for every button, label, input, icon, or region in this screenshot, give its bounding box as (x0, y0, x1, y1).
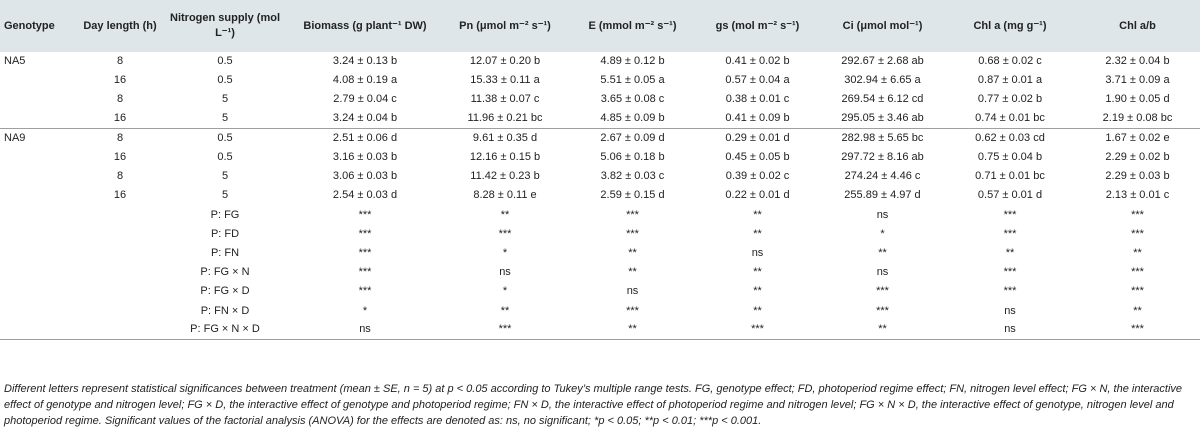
significance-cell: *** (358, 227, 372, 240)
table-cell: 0.38 ± 0.01 c (725, 93, 790, 106)
significance-cell: *** (358, 246, 372, 259)
table-row (0, 52, 1200, 71)
significance-cell: ** (500, 208, 510, 221)
header-gs: gs (mol m⁻² s⁻¹) (715, 19, 800, 32)
table-cell: 255.89 ± 4.97 d (844, 189, 921, 202)
table-cell: 2.29 ± 0.02 b (1105, 151, 1170, 164)
significance-cell: ** (753, 285, 762, 298)
table-row (0, 167, 1200, 186)
table-cell: 302.94 ± 6.65 a (844, 74, 921, 87)
p-value-row (0, 244, 1200, 263)
significance-cell: *** (498, 227, 512, 240)
table-cell: 3.71 ± 0.09 a (1105, 74, 1170, 87)
table-cell: 16 (113, 112, 127, 125)
table-cell: 5 (221, 112, 229, 125)
table-cell: 9.61 ± 0.35 d (440, 129, 570, 148)
significance-cell: *** (1131, 266, 1144, 279)
table-row (0, 90, 1200, 109)
table-cell: 8 (116, 170, 124, 183)
empty-cell (0, 301, 80, 320)
table-cell: 2.13 ± 0.01 c (1105, 189, 1170, 202)
significance-cell: ** (1133, 304, 1142, 317)
table-cell: 1.90 ± 0.05 d (1105, 93, 1170, 106)
table-cell: 0.22 ± 0.01 d (725, 189, 790, 202)
p-value-row (0, 206, 1200, 225)
table-cell (0, 186, 80, 205)
table-cell: 2.51 ± 0.06 d (290, 129, 440, 148)
table-cell: 2.54 ± 0.03 d (332, 189, 398, 202)
significance-cell: *** (358, 208, 372, 221)
table-cell: 0.5 (160, 129, 290, 148)
p-value-row (0, 301, 1200, 320)
effect-label: P: FD (210, 227, 240, 240)
table-cell: 4.85 ± 0.09 b (600, 112, 665, 125)
table-cell: 3.82 ± 0.03 c (600, 170, 665, 183)
table-row (0, 129, 1200, 148)
table-cell: 12.16 ± 0.15 b (469, 151, 541, 164)
table-cell: 0.74 ± 0.01 bc (975, 112, 1045, 125)
effect-label: P: FG × N (200, 266, 250, 279)
table-cell: 0.71 ± 0.01 bc (975, 170, 1045, 183)
significance-cell: *** (1003, 227, 1017, 240)
table-cell: 1.67 ± 0.02 e (1075, 129, 1200, 148)
effect-label: P: FN × D (200, 304, 250, 317)
header-row (0, 0, 1200, 52)
significance-cell: *** (626, 208, 639, 221)
header-pn: Pn (μmol m⁻² s⁻¹) (459, 19, 551, 32)
empty-cell (80, 225, 160, 244)
significance-cell: ** (1005, 246, 1015, 259)
significance-cell: *** (358, 285, 372, 298)
significance-cell: *** (1075, 321, 1200, 340)
significance-cell: ** (820, 321, 945, 340)
table-row (0, 71, 1200, 90)
significance-cell: *** (876, 285, 889, 298)
empty-cell (0, 282, 80, 301)
table-cell: 5.51 ± 0.05 a (600, 74, 665, 87)
table-cell: 0.75 ± 0.04 b (977, 151, 1043, 164)
header-ci: Ci (μmol mol⁻¹) (842, 19, 923, 32)
table-cell: 0.68 ± 0.02 c (978, 55, 1042, 68)
table-cell: 0.41 ± 0.02 b (725, 55, 790, 68)
effect-label: P: FG × D (200, 285, 250, 298)
table-cell: 269.54 ± 6.12 cd (841, 93, 924, 106)
table-cell: 16 (113, 151, 127, 164)
table-cell: 0.57 ± 0.01 d (977, 189, 1043, 202)
table-cell: 4.08 ± 0.19 a (332, 74, 398, 87)
empty-cell (80, 206, 160, 225)
significance-cell: *** (695, 321, 820, 340)
table-cell: 5 (221, 189, 229, 202)
table-cell: 2.29 ± 0.03 b (1105, 170, 1170, 183)
table-cell: 12.07 ± 0.20 b (469, 55, 541, 68)
table-cell: 8 (116, 55, 124, 68)
table-cell: 8 (80, 129, 160, 148)
table-cell: 15.33 ± 0.11 a (470, 74, 540, 87)
table-cell (0, 167, 80, 186)
table-row (0, 110, 1200, 129)
table-cell: 3.24 ± 0.04 b (332, 112, 398, 125)
header-e: E (mmol m⁻² s⁻¹) (588, 19, 677, 32)
table-cell: 5 (221, 170, 229, 183)
significance-cell: * (362, 304, 368, 317)
table-cell: 274.24 ± 4.46 c (844, 170, 921, 183)
significance-cell: ** (1133, 246, 1142, 259)
effect-label: P: FN (210, 246, 240, 259)
table-cell: 0.5 (217, 151, 233, 164)
significance-cell: ** (500, 304, 510, 317)
significance-cell: ** (878, 246, 887, 259)
table-footnote: Different letters represent statistical significances between treatment (mean ± SE, n = 5) at p < 0.05 according to Tukey’s multiple range tests. FG, genotype effect; FD, photoperiod regime effect; FN, nitrogen level effect; FG × N, the interactive effect of genotype and nitrogen level; FG × D, the interactive effect of genotype and photoperiod regime; FN × D, the interactive effect of photoperiod regime and nitrogen level; FG × N × D, the interactive effect of genotype, nitrogen level and photoperiod regime. Significant values of the factorial analysis (ANOVA) for the effects are denoted as: ns, no significant; *p < 0.05; **p < 0.01; ***p < 0.001. (4, 383, 1183, 427)
table-cell: 16 (113, 74, 127, 87)
table-cell: 0.45 ± 0.05 b (725, 151, 790, 164)
significance-cell: ** (628, 266, 637, 279)
table-cell: 16 (113, 189, 127, 202)
significance-cell: *** (1131, 285, 1144, 298)
effect-label: P: FG (210, 208, 240, 221)
p-value-row (0, 321, 1200, 340)
header-chla: Chl a (mg g⁻¹) (973, 19, 1047, 32)
table-cell: 297.72 ± 8.16 ab (841, 151, 924, 164)
significance-cell: *** (1003, 285, 1017, 298)
table-row (0, 186, 1200, 205)
significance-cell: ns (751, 246, 764, 259)
table-cell: 0.41 ± 0.09 b (725, 112, 790, 125)
empty-cell (0, 225, 80, 244)
effect-label: P: FG × N × D (160, 321, 290, 340)
table-cell: 11.42 ± 0.23 b (470, 170, 540, 183)
table-cell: 0.77 ± 0.02 b (977, 93, 1043, 106)
table-cell: 11.38 ± 0.07 c (470, 93, 540, 106)
significance-cell: *** (1131, 208, 1144, 221)
table-cell: 0.62 ± 0.03 cd (945, 129, 1075, 148)
empty-cell (80, 282, 160, 301)
table-cell: 2.79 ± 0.04 c (333, 93, 397, 106)
table-cell: 3.06 ± 0.03 b (332, 170, 398, 183)
significance-cell: ** (753, 266, 762, 279)
table-cell (0, 148, 80, 167)
table-row (0, 148, 1200, 167)
empty-cell (0, 206, 80, 225)
significance-cell: ** (753, 304, 762, 317)
table-cell (0, 110, 80, 129)
significance-cell: *** (1131, 227, 1144, 240)
table-cell: 3.65 ± 0.08 c (600, 93, 665, 106)
table-cell: 2.67 ± 0.09 d (570, 129, 695, 148)
table-cell: 4.89 ± 0.12 b (600, 55, 665, 68)
p-value-row (0, 225, 1200, 244)
table-cell: 0.39 ± 0.02 c (725, 170, 790, 183)
header-chlab: Chl a/b (1119, 19, 1156, 32)
significance-cell: *** (626, 304, 639, 317)
table-cell: 8 (116, 93, 124, 106)
empty-cell (0, 263, 80, 282)
table-cell: 0.5 (217, 55, 233, 68)
significance-cell: ** (753, 227, 762, 240)
table-cell: 0.5 (217, 74, 233, 87)
table-cell: 8.28 ± 0.11 e (473, 189, 537, 202)
significance-cell: *** (440, 321, 570, 340)
table-cell: 295.05 ± 3.46 ab (841, 112, 924, 125)
significance-cell: *** (1003, 266, 1017, 279)
significance-cell: ns (1004, 304, 1016, 317)
p-value-row (0, 282, 1200, 301)
significance-cell: ns (290, 321, 440, 340)
significance-cell: ** (753, 208, 762, 221)
table-cell: 3.16 ± 0.03 b (332, 151, 398, 164)
significance-cell: *** (358, 266, 372, 279)
table-cell: 2.19 ± 0.08 bc (1102, 112, 1173, 125)
significance-cell: *** (626, 227, 639, 240)
significance-cell: ns (626, 285, 639, 298)
header-biomass: Biomass (g plant⁻¹ DW) (303, 19, 427, 32)
p-value-row (0, 263, 1200, 282)
table-cell: 0.87 ± 0.01 a (977, 74, 1043, 87)
empty-cell (80, 321, 160, 340)
header-nitrogen: Nitrogen supply (mol L⁻¹) (170, 12, 280, 39)
table-cell (0, 90, 80, 109)
significance-cell: ** (628, 246, 637, 259)
table-cell: NA9 (0, 129, 80, 148)
table-cell: 5 (221, 93, 229, 106)
table-cell: 2.32 ± 0.04 b (1105, 55, 1170, 68)
empty-cell (0, 321, 80, 340)
significance-cell: ns (876, 266, 889, 279)
empty-cell (80, 263, 160, 282)
significance-cell: ns (876, 208, 889, 221)
significance-cell: ** (570, 321, 695, 340)
empty-cell (80, 301, 160, 320)
table-cell: 3.24 ± 0.13 b (332, 55, 398, 68)
significance-cell: *** (1003, 208, 1017, 221)
header-day-length: Day length (h) (83, 19, 157, 32)
empty-cell (80, 244, 160, 263)
table-cell: 11.96 ± 0.21 bc (467, 112, 543, 125)
significance-cell: * (502, 246, 508, 259)
significance-cell: *** (876, 304, 889, 317)
table-cell: 0.57 ± 0.04 a (725, 74, 790, 87)
header-genotype: Genotype (4, 19, 55, 32)
significance-cell: * (880, 227, 885, 240)
significance-cell: ns (945, 321, 1075, 340)
table-cell: NA5 (4, 55, 26, 68)
table-body (0, 52, 1200, 340)
table-cell: 282.98 ± 5.65 bc (820, 129, 945, 148)
significance-cell: ns (499, 266, 511, 279)
table-cell: 0.29 ± 0.01 d (695, 129, 820, 148)
table-cell: 5.06 ± 0.18 b (600, 151, 665, 164)
empty-cell (0, 244, 80, 263)
table-cell: 292.67 ± 2.68 ab (841, 55, 924, 68)
significance-cell: * (502, 285, 508, 298)
table-cell (0, 71, 80, 90)
table-cell: 2.59 ± 0.15 d (600, 189, 665, 202)
